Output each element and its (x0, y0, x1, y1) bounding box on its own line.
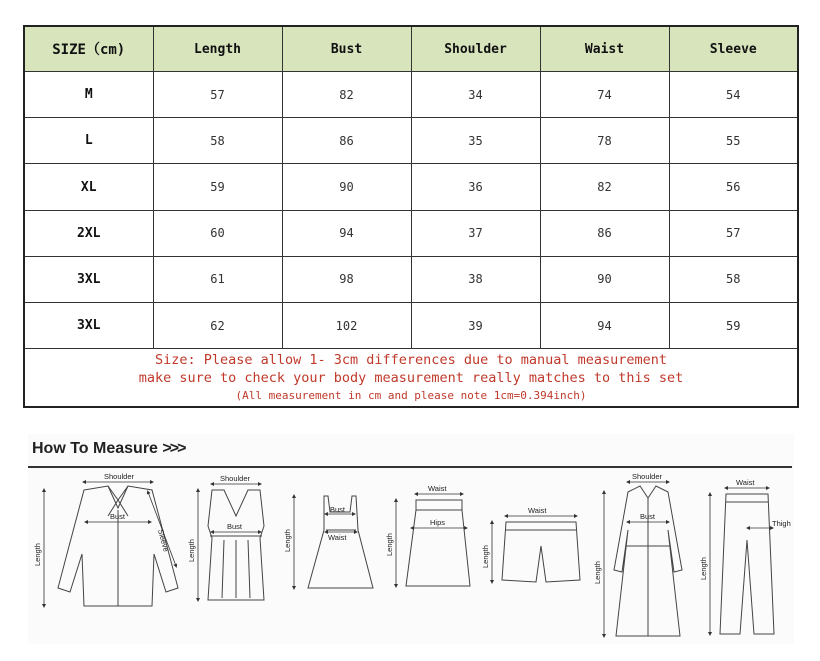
size-note (24, 349, 798, 407)
waist-cell: 86 (540, 210, 669, 256)
table-row (24, 256, 798, 302)
shoulder-cell: 35 (411, 118, 540, 164)
table-header-row (24, 26, 798, 72)
shoulder-label: Shoulder (632, 472, 663, 481)
waist-cell: 82 (540, 164, 669, 210)
length-cell: 59 (153, 164, 282, 210)
bust-cell: 90 (282, 164, 411, 210)
header-shoulder: Shoulder (411, 26, 540, 72)
bust-cell: 82 (282, 72, 411, 118)
measure-diagrams (28, 470, 794, 642)
note-row (24, 349, 798, 407)
length-label: Length (699, 557, 708, 580)
header-waist: Waist (540, 26, 669, 72)
sleeve-cell: 57 (669, 210, 798, 256)
pants-diagram (699, 478, 791, 634)
how-to-measure-panel (28, 434, 794, 644)
shoulder-cell: 36 (411, 164, 540, 210)
shoulder-label: Shoulder (104, 472, 135, 481)
shoulder-cell: 37 (411, 210, 540, 256)
header-size: SIZE（cm) (24, 26, 153, 72)
size-cell: XL (24, 164, 153, 210)
shoulder-cell: 34 (411, 72, 540, 118)
length-label: Length (33, 543, 42, 566)
waist-cell: 90 (540, 256, 669, 302)
waist-label: Waist (328, 533, 347, 542)
waist-cell: 74 (540, 72, 669, 118)
note-line-1: Size: Please allow 1- 3cm differences due to manual measurement (154, 351, 668, 368)
length-cell: 61 (153, 256, 282, 302)
dress-diagram (283, 496, 373, 588)
waist-label: Waist (736, 478, 755, 487)
size-chart-table (23, 25, 799, 408)
table-row (24, 164, 798, 210)
sleeve-cell: 58 (669, 256, 798, 302)
bust-label: Bust (640, 512, 656, 521)
skirt-diagram (385, 484, 470, 586)
shoulder-cell: 39 (411, 303, 540, 349)
bust-cell: 86 (282, 118, 411, 164)
length-cell: 58 (153, 118, 282, 164)
size-cell: 3XL (24, 256, 153, 302)
thigh-label: Thigh (772, 519, 791, 528)
shoulder-cell: 38 (411, 256, 540, 302)
sleeve-cell: 59 (669, 303, 798, 349)
bust-cell: 102 (282, 303, 411, 349)
header-sleeve: Sleeve (669, 26, 798, 72)
how-to-measure-title (32, 440, 184, 458)
shoulder-label: Shoulder (220, 474, 251, 483)
hips-label: Hips (430, 518, 446, 527)
note-line-2: make sure to check your body measurement really matches to this set (138, 369, 684, 386)
note-line-3: (All measurement in cm and please note 1cm=0.394inch) (235, 388, 587, 402)
waist-label: Waist (528, 506, 547, 515)
size-cell: 2XL (24, 210, 153, 256)
table-row (24, 303, 798, 349)
bust-cell: 94 (282, 210, 411, 256)
header-bust: Bust (282, 26, 411, 72)
table-row (24, 210, 798, 256)
blouse-diagram (33, 472, 178, 606)
tank-diagram (187, 474, 264, 600)
sleeve-cell: 55 (669, 118, 798, 164)
length-label: Length (283, 529, 292, 552)
table-row (24, 72, 798, 118)
size-cell: M (24, 72, 153, 118)
length-cell: 62 (153, 303, 282, 349)
waist-cell: 94 (540, 303, 669, 349)
shorts-diagram (481, 506, 580, 582)
bust-label: Bust (110, 512, 126, 521)
how-to-measure-title-text: How To Measure (32, 440, 158, 457)
length-cell: 60 (153, 210, 282, 256)
bust-cell: 98 (282, 256, 411, 302)
waist-cell: 78 (540, 118, 669, 164)
waist-label: Waist (428, 484, 447, 493)
header-length: Length (153, 26, 282, 72)
coat-diagram (593, 472, 682, 636)
length-label: Length (385, 533, 394, 556)
bust-label: Bust (227, 522, 243, 531)
table-row (24, 118, 798, 164)
size-cell: 3XL (24, 303, 153, 349)
length-label: Length (481, 545, 490, 568)
bust-label: Bust (330, 505, 346, 514)
sleeve-cell: 56 (669, 164, 798, 210)
length-cell: 57 (153, 72, 282, 118)
sleeve-cell: 54 (669, 72, 798, 118)
length-label: Length (187, 539, 196, 562)
arrows-icon: >>> (162, 440, 185, 457)
length-label: Length (593, 561, 602, 584)
size-cell: L (24, 118, 153, 164)
sleeve-label: Sleeve (156, 528, 171, 553)
title-divider (28, 466, 792, 468)
